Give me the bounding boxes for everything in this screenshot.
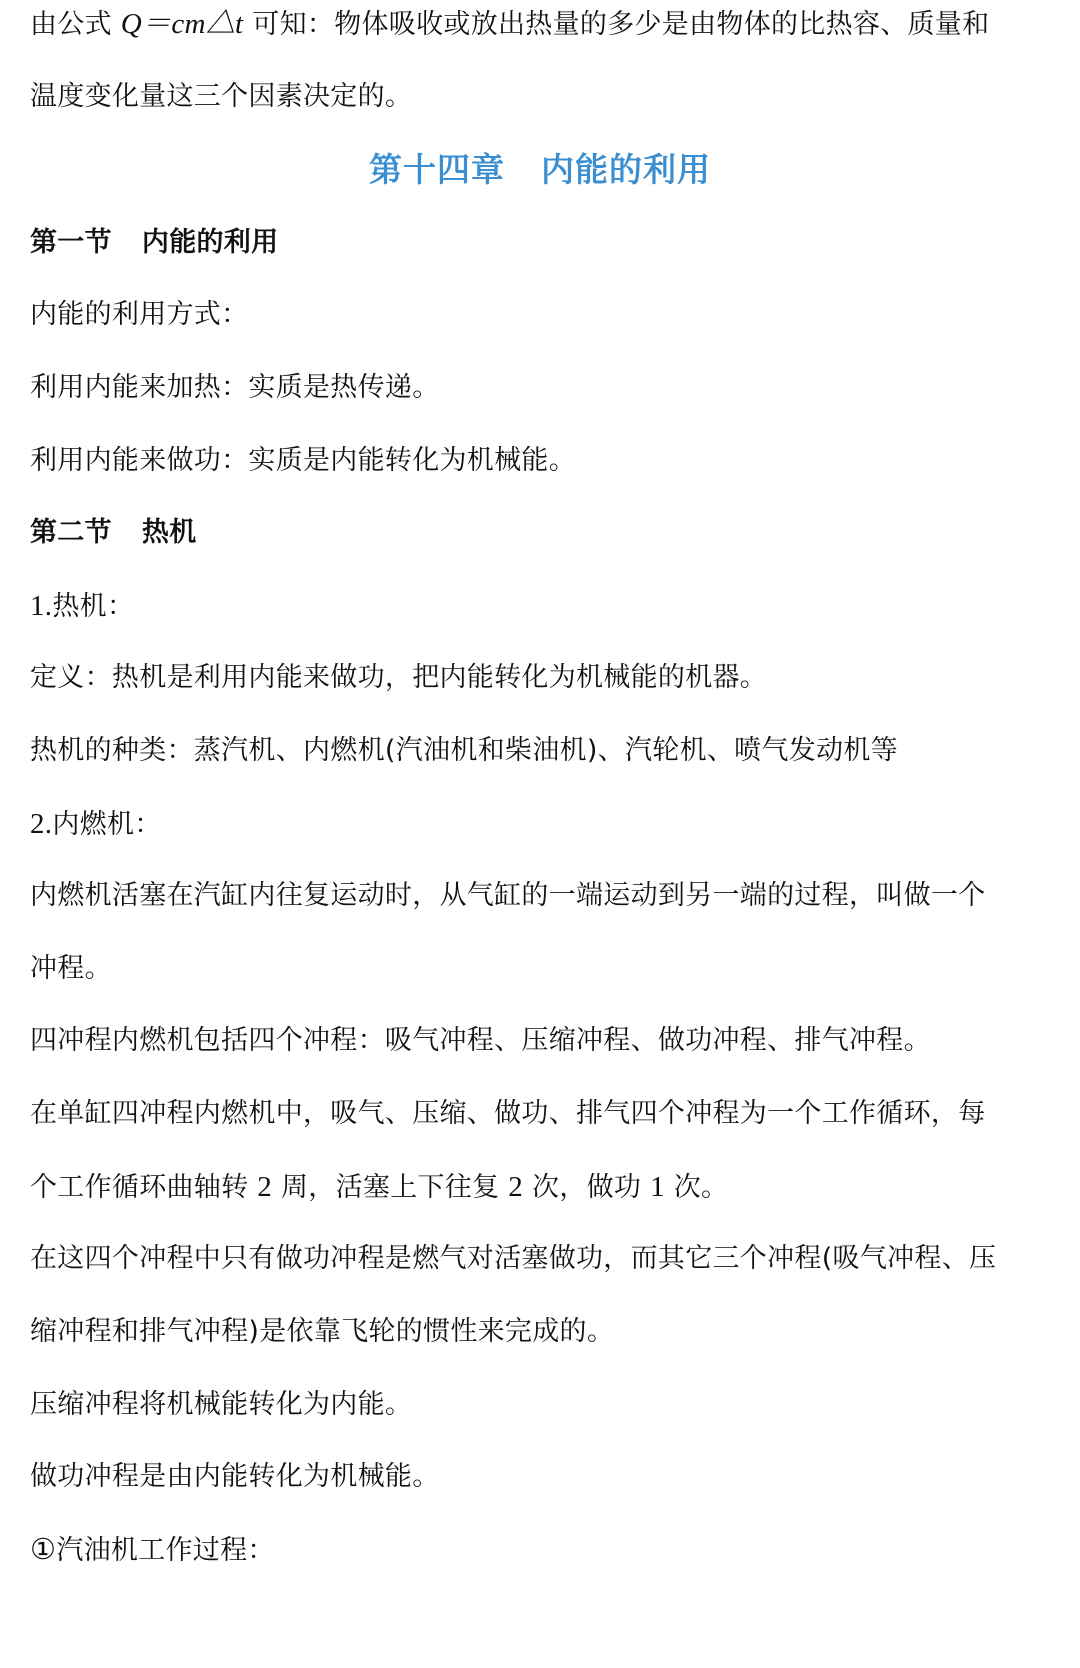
heating-use: 利用内能来加热：实质是热传递。 — [30, 372, 440, 403]
stroke-definition-line-2: 冲程。 — [30, 953, 112, 984]
gasoline-engine-title: 汽油机工作过程： — [56, 1535, 275, 1566]
chapter-number: 第十四章 — [369, 150, 505, 189]
intro-line-2: 温度变化量这三个因素决定的。 — [30, 81, 413, 112]
section-heading-2 — [30, 515, 1062, 551]
work-cycle-line-2 — [30, 1169, 1062, 1206]
work-use: 利用内能来做功：实质是内能转化为机械能。 — [30, 445, 576, 476]
section-2-title: 热机 — [141, 517, 197, 548]
gasoline-engine-heading — [30, 1532, 1062, 1569]
work-cycle-line-1: 在单缸四冲程内燃机中，吸气、压缩、做功、排气四个冲程为一个工作循环，每 — [30, 1098, 986, 1129]
intro-rest: 可知：物体吸收或放出热量的多少是由物体的比热容、质量和 — [243, 9, 990, 40]
four-strokes: 四冲程内燃机包括四个冲程：吸气冲程、压缩冲程、做功冲程、排气冲程。 — [30, 1025, 931, 1056]
intro-prefix: 由公式 — [30, 9, 121, 40]
power-stroke-line-1: 在这四个冲程中只有做功冲程是燃气对活塞做功，而其它三个冲程(吸气冲程、压 — [30, 1243, 997, 1274]
section-1-number: 第一节 — [30, 227, 112, 258]
power-stroke-line-2: 缩冲程和排气冲程)是依靠飞轮的惯性来完成的。 — [30, 1316, 615, 1347]
circled-number-1: ① — [30, 1534, 57, 1566]
piston-reciprocations: 2 — [508, 1171, 524, 1203]
section-heading-1 — [30, 225, 1062, 261]
compression-stroke: 压缩冲程将机械能转化为内能。 — [30, 1389, 413, 1420]
item-2-title: 内燃机： — [52, 809, 162, 840]
item-2-number: 2. — [30, 808, 53, 840]
power-stroke-energy: 做功冲程是由内能转化为机械能。 — [30, 1461, 440, 1492]
item-heading-ice — [30, 806, 1062, 843]
chapter-heading — [0, 150, 1080, 190]
section-1-title: 内能的利用 — [141, 227, 279, 258]
item-1-title: 热机： — [52, 591, 135, 622]
crank-turns: 2 — [257, 1171, 273, 1203]
utilization-methods: 内能的利用方式： — [30, 299, 249, 330]
cycle-text-b: 周，活塞上下往复 — [272, 1172, 509, 1203]
heat-formula: Q＝cm△t — [120, 8, 244, 40]
item-1-number: 1. — [30, 590, 53, 622]
cycle-text-a: 个工作循环曲轴转 — [30, 1172, 258, 1203]
chapter-title: 内能的利用 — [541, 150, 711, 189]
power-strokes: 1 — [650, 1171, 665, 1203]
stroke-definition-line-1: 内燃机活塞在汽缸内往复运动时，从气缸的一端运动到另一端的过程，叫做一个 — [30, 880, 986, 911]
cycle-text-c: 次，做功 — [523, 1172, 651, 1203]
item-heading-heat-engine — [30, 588, 1062, 625]
intro-line-1 — [30, 6, 1062, 43]
heat-engine-definition: 定义：热机是利用内能来做功，把内能转化为机械能的机器。 — [30, 662, 768, 693]
heat-engine-kinds: 热机的种类：蒸汽机、内燃机(汽油机和柴油机)、汽轮机、喷气发动机等 — [30, 735, 898, 766]
section-2-number: 第二节 — [30, 517, 112, 548]
cycle-text-d: 次。 — [664, 1172, 729, 1203]
